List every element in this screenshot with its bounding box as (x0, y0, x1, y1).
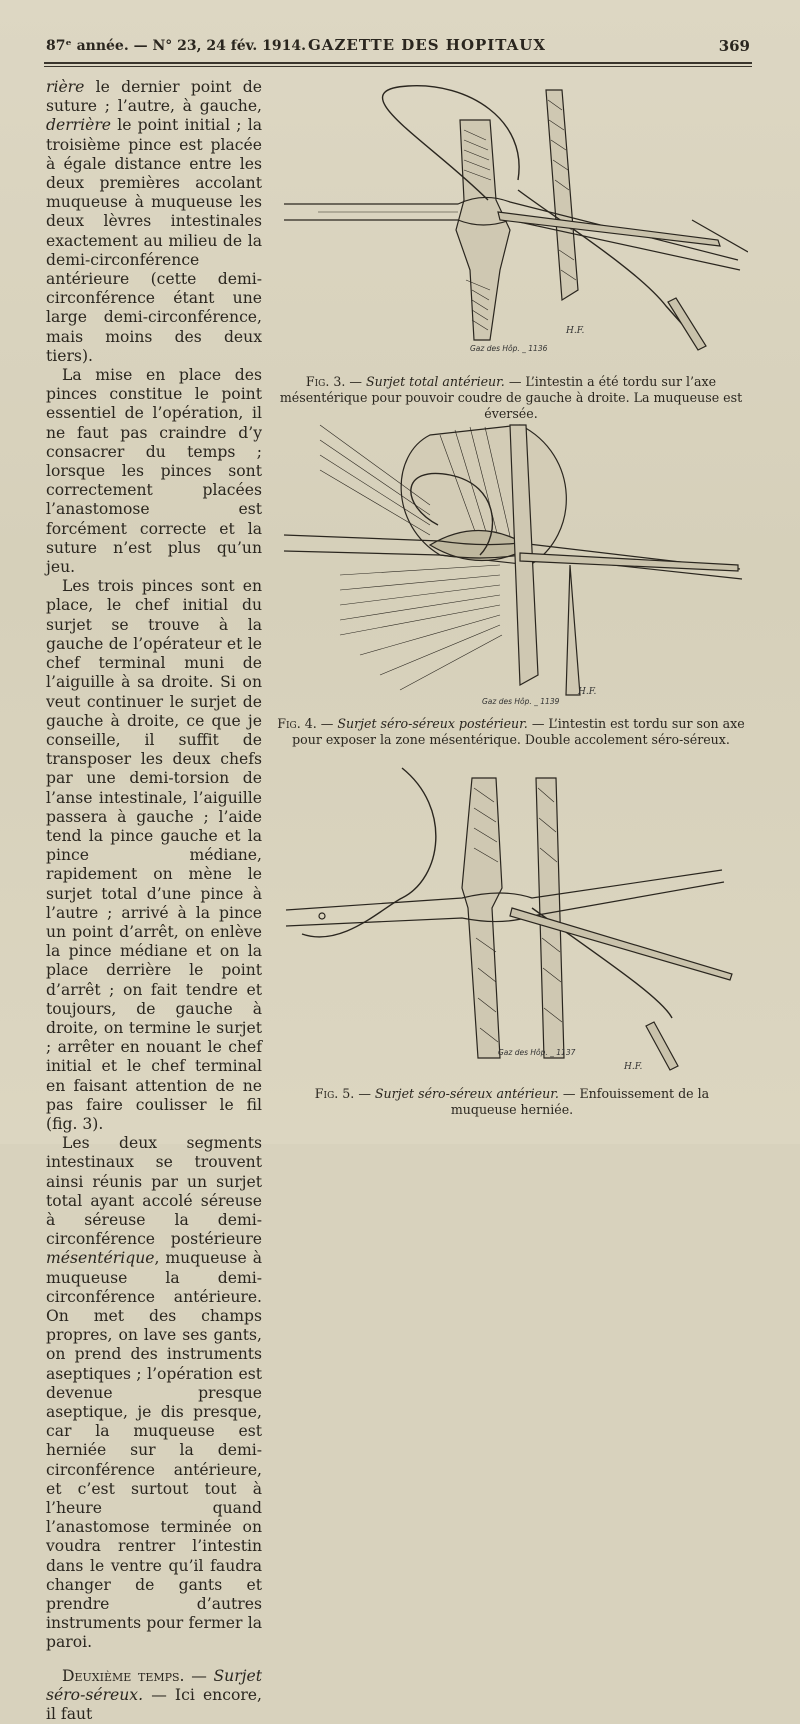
figure-3-caption: Fig. 3. — Surjet total antérieur. — L’intestin a été tordu sur l’axe mésentérique pour pouvoir coudre de gauche à droite. La muqueuse est éversée. (279, 374, 743, 421)
figure-4-illustration (280, 415, 750, 715)
artist-signature: H.F. (624, 1062, 643, 1072)
figure-credit: Gaz des Hôp. _ 1137 (498, 1048, 576, 1057)
figure-text: L’intestin a été tordu sur l’axe mésentérique pour pouvoir coudre de gauche à droite. La muqueuse est éversée. (279, 374, 743, 421)
text: le dernier point de suture ; l’autre, à gauche, (46, 78, 262, 116)
paragraph (46, 1134, 262, 1652)
figure-title: Surjet séro-séreux postérieur. (337, 716, 528, 731)
text: — Ici encore, il faut (46, 1685, 262, 1724)
figure-title: Surjet total antérieur. (366, 374, 505, 389)
figure-credit: Gaz des Hôp. _ 1136 (470, 344, 548, 353)
header-rule (44, 62, 752, 64)
emphasis: mésentérique (46, 1249, 155, 1268)
journal-title: GAZETTE DES HOPITAUX (308, 36, 547, 54)
header-rule-thin (44, 66, 752, 67)
figure-5-illustration (282, 758, 742, 1078)
figure-label: Fig. 4. (277, 716, 317, 731)
figure-text: L’intestin est tordu sur son axe pour exposer la zone mésentérique. Double accolement séro-séreux. (292, 716, 745, 747)
artist-signature: H.F. (566, 326, 585, 336)
figure-5-caption: Fig. 5. — Surjet séro-séreux antérieur. — Enfouissement de la muqueuse herniée. (314, 1086, 710, 1117)
emphasis: derrière (46, 116, 112, 135)
emphasis: rière (46, 78, 85, 96)
figure-label: Fig. 5. (314, 1086, 355, 1101)
paragraph (46, 78, 262, 366)
section-paragraph (46, 1667, 262, 1724)
running-header (46, 36, 750, 58)
text-column (46, 78, 262, 1724)
artist-signature: H.F. (578, 687, 597, 697)
issue-info: 87ᵉ année. — N° 23, 24 fév. 1914. (46, 38, 306, 54)
figure-label: Fig. 3. (305, 374, 346, 389)
figure-title: Surjet séro-séreux antérieur. (374, 1086, 559, 1101)
section-label: Deuxième temps. (62, 1666, 185, 1685)
figure-text: Enfouissement de la muqueuse herniée. (450, 1086, 710, 1117)
page-number: 369 (718, 37, 750, 55)
paragraph: La mise en place des pinces constitue le point essentiel de l’opération, il ne faut pas craindre d’y consacrer du temps ; lorsque les pinces sont correctement placées l’anastomose est forcément correcte et la suture n’est plus qu’un jeu. (46, 366, 262, 577)
section-title: Surjet séro-séreux. (46, 1666, 262, 1704)
text: — (184, 1666, 214, 1685)
text: , muqueuse à muqueuse la demi-circonférence antérieure. On met des champs propres, on lave ses gants, on prend des instruments aseptiques ; l’opération est devenue presque aseptique, je dis presque, car la muqueuse est herniée sur la demi-circonférence antérieure, et c’est surtout tout à l’heure quand l’anastomose terminée on voudra rentrer l’intestin dans le ventre qu’il faudra changer de gants et prendre d’autres instruments pour fermer la paroi. (46, 1249, 262, 1652)
figure-3-illustration (278, 80, 748, 370)
paragraph: Les trois pinces sont en place, le chef initial du surjet se trouve à la gauche de l’opérateur et le chef terminal muni de l’aiguille à sa droite. Si on veut continuer le surjet de gauche à droite, ce que je conseille, il suffit de transposer les deux chefs par une demi-torsion de l’anse intestinale, l’aiguille passera à gauche ; l’aide tend la pince gauche et la pince médiane, rapidement on mène le surjet total d’une pince à l’autre ; arrivé à la pince un point d’arrêt, on enlève la pince médiane et on la place derrière le point d’arrêt ; on fait tendre et toujours, de gauche à droite, on termine le surjet ; arrêter en nouant le chef initial et le chef terminal en faisant attention de ne pas faire coulisser le fil (fig. 3). (46, 577, 262, 1133)
text: le point initial ; la troisième pince est placée à égale distance entre les deux premières accolant muqueuse à muqueuse les deux lèvres intestinales exactement au milieu de la demi-circonférence antérieure (cette demi-circonférence étant une large demi-circonférence, mais moins des deux tiers). (46, 116, 262, 365)
text: Les deux segments intestinaux se trouvent ainsi réunis par un surjet total ayant accolé séreuse à séreuse la demi-circonférence postérieure (46, 1134, 262, 1249)
figure-credit: Gaz des Hôp. _ 1139 (482, 697, 560, 706)
figure-4-caption: Fig. 4. — Surjet séro-séreux postérieur. — L’intestin est tordu sur son axe pour exposer la zone mésentérique. Double accolement séro-séreux. (277, 716, 745, 747)
